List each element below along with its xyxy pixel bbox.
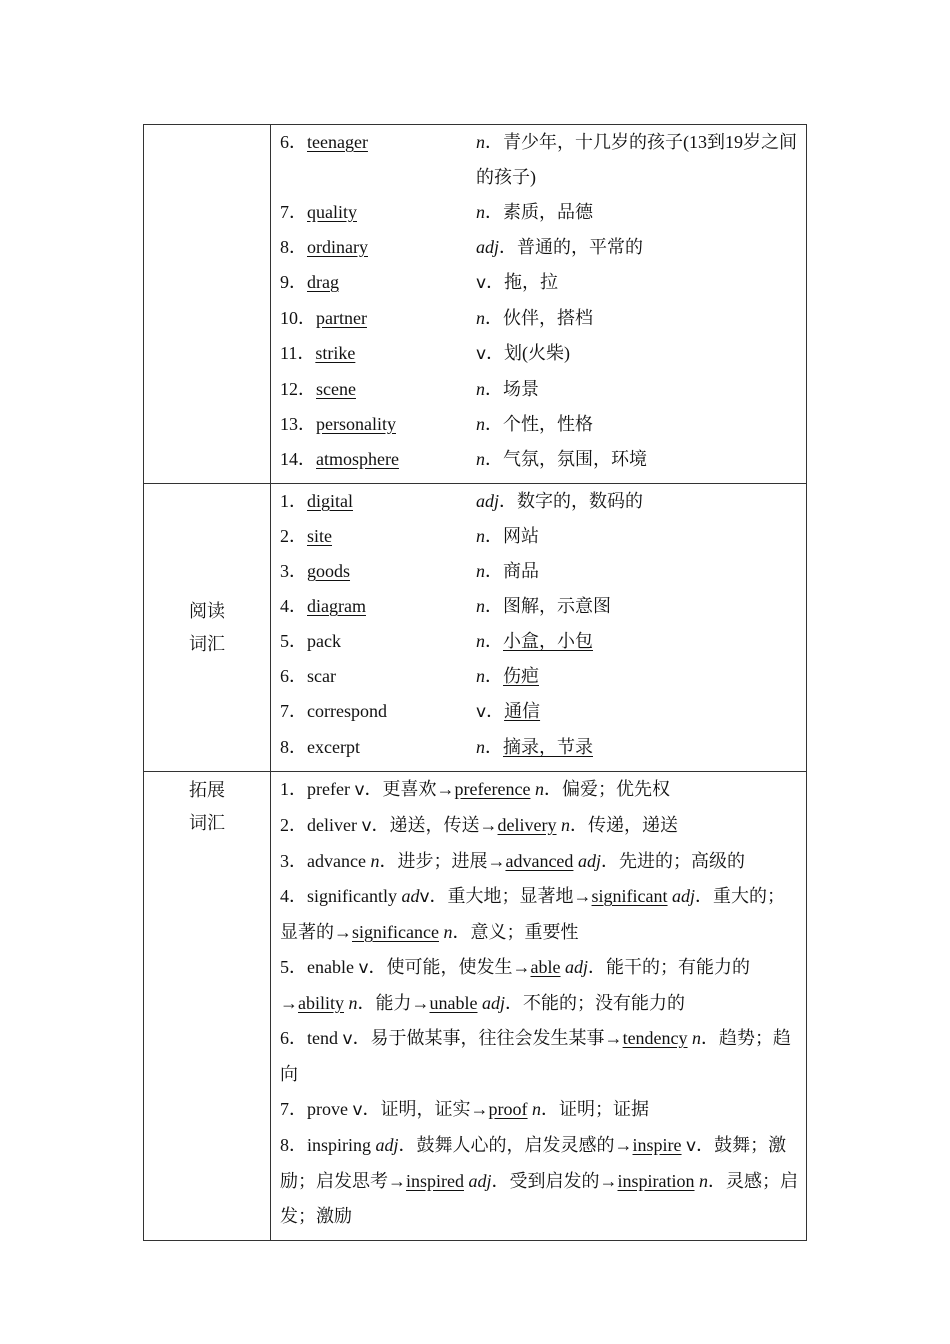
vocab-meaning: 伤疤 (503, 666, 539, 686)
vocab-meaning: 摘录，节录 (503, 737, 593, 757)
text-segment: ．意义；重要性 (452, 922, 579, 942)
vocab-meaning-cell (476, 125, 798, 195)
derivation-item (280, 1092, 798, 1128)
part-of-speech: v (342, 1029, 353, 1049)
vocab-meaning-cell (476, 659, 798, 694)
part-of-speech: v (476, 273, 487, 293)
vocab-row (280, 694, 798, 730)
vocab-word: goods (307, 561, 351, 581)
vocab-meaning-cell (476, 694, 798, 730)
vocab-row (280, 336, 798, 372)
part-of-speech: adj (476, 237, 500, 257)
item-number: 9． (280, 272, 307, 292)
vocab-meaning-cell (476, 730, 798, 765)
derived-word: able (530, 957, 561, 977)
item-number: 12． (280, 379, 316, 399)
vocab-row (280, 554, 798, 589)
derived-word: inspired (406, 1171, 464, 1191)
vocab-row (280, 519, 798, 554)
part-of-speech: adj (672, 886, 696, 906)
vocab-word: pack (307, 631, 341, 651)
text-segment: ．先进的；高级的 (600, 851, 745, 871)
vocab-word: personality (316, 414, 396, 434)
vocab-word-cell (280, 336, 476, 372)
derived-word: delivery (497, 815, 557, 835)
vocab-meaning: ．个性，性格 (485, 414, 593, 434)
section-label-line2: 词汇 (189, 633, 225, 655)
vocab-word-cell (280, 230, 476, 265)
vocab-word: quality (307, 202, 357, 222)
vocab-row (280, 442, 798, 477)
part-of-speech: adj (375, 1135, 399, 1155)
vocab-meaning-cell (476, 442, 798, 477)
text-segment: ．使可能，使发生→ (368, 957, 531, 977)
vocab-meaning-cell (476, 301, 798, 336)
item-number: 1． (280, 491, 307, 511)
section-reading-vocab-body (271, 484, 806, 771)
vocab-word: diagram (307, 596, 366, 616)
part-of-speech: n (476, 202, 485, 222)
part-of-speech: v (352, 1100, 363, 1120)
vocab-word: correspond (307, 701, 387, 721)
section-label-reading (144, 484, 271, 771)
part-of-speech: n (348, 993, 358, 1013)
text-segment: ．不能的；没有能力的 (505, 993, 685, 1013)
derivation-item (280, 1128, 798, 1234)
section-core-vocab (144, 125, 806, 483)
text-segment: 6．tend (280, 1028, 343, 1048)
part-of-speech: v (476, 344, 487, 364)
section-extended-vocab-body (271, 772, 806, 1240)
separator: ． (485, 666, 503, 686)
item-number: 8． (280, 237, 307, 257)
item-number: 10． (280, 308, 316, 328)
vocab-row (280, 407, 798, 442)
text-segment: ．进步；进展→ (379, 851, 506, 871)
text-segment: 3．advance (280, 851, 371, 871)
text-segment: ．受到启发的→ (491, 1171, 618, 1191)
vocab-word: scene (316, 379, 356, 399)
section-core-vocab-body (271, 125, 806, 483)
part-of-speech: adj (565, 957, 589, 977)
vocab-row (280, 589, 798, 624)
item-number: 6． (280, 132, 307, 152)
text-segment: 7．prove (280, 1099, 353, 1119)
part-of-speech: n (532, 1099, 542, 1119)
part-of-speech: n (443, 922, 453, 942)
vocab-word-cell (280, 730, 476, 765)
derivation-item (280, 879, 798, 950)
vocab-row (280, 265, 798, 301)
item-number: 7． (280, 202, 307, 222)
vocab-row (280, 230, 798, 265)
text-segment: ．鼓舞；激励；启发思考→ (280, 1135, 787, 1191)
text-segment: ．证明；证据 (541, 1099, 650, 1119)
vocab-word-cell (280, 195, 476, 230)
separator: ． (485, 631, 503, 651)
part-of-speech: n (476, 596, 485, 616)
text-segment: ．递送，传送→ (371, 815, 498, 835)
derived-word: tendency (622, 1028, 688, 1048)
vocab-word-cell (280, 624, 476, 659)
part-of-speech: n (476, 631, 485, 651)
item-number: 7． (280, 701, 307, 721)
text-segment: ．鼓舞人心的，启发灵感的→ (398, 1135, 633, 1155)
vocab-word-cell (280, 659, 476, 694)
item-number: 5． (280, 631, 307, 651)
vocab-meaning-cell (476, 624, 798, 659)
part-of-speech: n (476, 666, 485, 686)
vocab-meaning-cell (476, 195, 798, 230)
vocab-word: strike (315, 343, 356, 363)
item-number: 2． (280, 526, 307, 546)
part-of-speech: n (476, 308, 485, 328)
vocab-meaning: 通信 (504, 701, 541, 721)
section-label-line1: 拓展 (189, 780, 225, 801)
vocab-word: drag (307, 272, 339, 292)
text-segment: ．证明，证实→ (362, 1099, 489, 1119)
part-of-speech: adj (481, 993, 505, 1013)
vocab-meaning-cell (476, 554, 798, 589)
vocab-row (280, 195, 798, 230)
vocab-row (280, 730, 798, 765)
vocab-row (280, 125, 798, 195)
derived-word: significance (352, 922, 439, 942)
vocab-meaning: ．青少年，十几岁的孩子(13到19岁之间的孩子) (476, 132, 797, 187)
item-number: 13． (280, 414, 316, 434)
vocab-row (280, 659, 798, 694)
derivation-item (280, 772, 798, 808)
derivation-item (280, 1021, 798, 1092)
vocab-word-cell (280, 301, 476, 336)
part-of-speech: n (476, 132, 485, 152)
section-extended-vocab (144, 771, 806, 1240)
part-of-speech: n (476, 526, 485, 546)
vocab-meaning: ．数字的，数码的 (499, 491, 644, 511)
separator: ． (486, 701, 505, 721)
derived-word: ability (298, 993, 344, 1013)
item-number: 6． (280, 666, 307, 686)
vocabulary-table (143, 124, 807, 1241)
derived-word: preference (454, 779, 531, 799)
vocab-meaning-cell (476, 589, 798, 624)
section-label-empty (144, 125, 271, 483)
section-label-extended (144, 772, 271, 1240)
vocab-word-cell (280, 265, 476, 301)
part-of-speech: n (476, 737, 485, 757)
vocab-meaning: ．拖，拉 (486, 272, 559, 292)
vocab-word-cell (280, 372, 476, 407)
vocab-meaning-cell (476, 484, 798, 519)
vocab-word-cell (280, 442, 476, 477)
vocab-meaning: ．气氛，氛围，环境 (485, 449, 647, 469)
part-of-speech: n (476, 449, 485, 469)
text-segment: ．传递，递送 (570, 815, 679, 835)
text-segment: ．趋势；趋向 (280, 1028, 792, 1084)
section-label-line1: 阅读 (189, 600, 225, 622)
derived-word: inspiration (617, 1171, 695, 1191)
vocab-meaning-cell (476, 519, 798, 554)
vocab-meaning: ．伙伴，搭档 (485, 308, 593, 328)
text-segment: 2．deliver (280, 815, 362, 835)
part-of-speech: adj (468, 1171, 492, 1191)
vocab-meaning-cell (476, 372, 798, 407)
vocab-row (280, 372, 798, 407)
separator: ． (485, 737, 503, 757)
vocab-word: partner (316, 308, 367, 328)
item-number: 3． (280, 561, 307, 581)
vocab-meaning: ．普通的，平常的 (499, 237, 644, 257)
derived-word: unable (429, 993, 478, 1013)
vocab-word-cell (280, 589, 476, 624)
derivation-item (280, 844, 798, 879)
text-segment: ．易于做某事，往往会发生某事→ (352, 1028, 623, 1048)
derivation-item (280, 950, 798, 1021)
part-of-speech: v (358, 958, 369, 978)
derived-word: significant (591, 886, 668, 906)
section-reading-vocab (144, 483, 806, 771)
part-of-speech: n (370, 851, 380, 871)
vocab-word-cell (280, 125, 476, 195)
vocab-word-cell (280, 484, 476, 519)
vocab-meaning: 小盒，小包 (503, 631, 593, 651)
vocab-meaning-cell (476, 407, 798, 442)
vocab-word: digital (307, 491, 353, 511)
part-of-speech: n (476, 379, 485, 399)
part-of-speech: ad (401, 886, 420, 906)
vocab-meaning: ．网站 (485, 526, 539, 546)
vocab-meaning-cell (476, 336, 798, 372)
vocab-meaning-cell (476, 230, 798, 265)
part-of-speech: v (419, 887, 430, 907)
vocab-meaning: ．场景 (485, 379, 539, 399)
part-of-speech: n (699, 1171, 709, 1191)
vocab-word: scar (307, 666, 336, 686)
part-of-speech: n (476, 414, 485, 434)
vocab-word-cell (280, 407, 476, 442)
vocab-word: site (307, 526, 332, 546)
vocab-meaning-cell (476, 265, 798, 301)
derived-word: inspire (632, 1135, 682, 1155)
item-number: 4． (280, 596, 307, 616)
part-of-speech: v (686, 1136, 697, 1156)
vocab-word: excerpt (307, 737, 360, 757)
item-number: 8． (280, 737, 307, 757)
part-of-speech: v (354, 780, 365, 800)
part-of-speech: v (476, 702, 487, 722)
part-of-speech: n (534, 779, 544, 799)
vocab-meaning: ．素质，品德 (485, 202, 593, 222)
vocab-word: teenager (307, 132, 368, 152)
text-segment: ．偏爱；优先权 (543, 779, 670, 799)
part-of-speech: n (692, 1028, 702, 1048)
vocab-word-cell (280, 519, 476, 554)
text-segment: ．重大的；显著的→ (280, 886, 786, 942)
vocab-word: atmosphere (316, 449, 399, 469)
text-segment: 5．enable (280, 957, 359, 977)
vocab-word-cell (280, 694, 476, 730)
text-segment: ．重大地；显著地→ (429, 886, 592, 906)
part-of-speech: adj (476, 491, 500, 511)
vocab-word-cell (280, 554, 476, 589)
section-label-line2: 词汇 (189, 813, 225, 834)
derived-word: advanced (505, 851, 574, 871)
vocab-word: ordinary (307, 237, 368, 257)
vocab-meaning: ．商品 (485, 561, 539, 581)
part-of-speech: v (361, 816, 372, 836)
text-segment: ．能干的；有能力的→ (280, 957, 751, 1013)
part-of-speech: n (561, 815, 571, 835)
part-of-speech: adj (577, 851, 601, 871)
vocab-row (280, 484, 798, 519)
derived-word: proof (488, 1099, 528, 1119)
derivation-item (280, 808, 798, 844)
text-segment: ．更喜欢→ (364, 779, 455, 799)
vocab-meaning: ．划(火柴) (486, 343, 571, 363)
item-number: 14． (280, 449, 316, 469)
item-number: 11． (280, 343, 316, 363)
text-segment: 1．prefer (280, 779, 355, 799)
vocab-row (280, 301, 798, 336)
vocab-meaning: ．图解，示意图 (485, 596, 611, 616)
text-segment: 4．significantly (280, 886, 402, 906)
part-of-speech: n (476, 561, 485, 581)
vocab-row (280, 624, 798, 659)
text-segment: ．灵感；启发；激励 (280, 1171, 799, 1226)
text-segment: ．能力→ (357, 993, 430, 1013)
text-segment: 8．inspiring (280, 1135, 376, 1155)
